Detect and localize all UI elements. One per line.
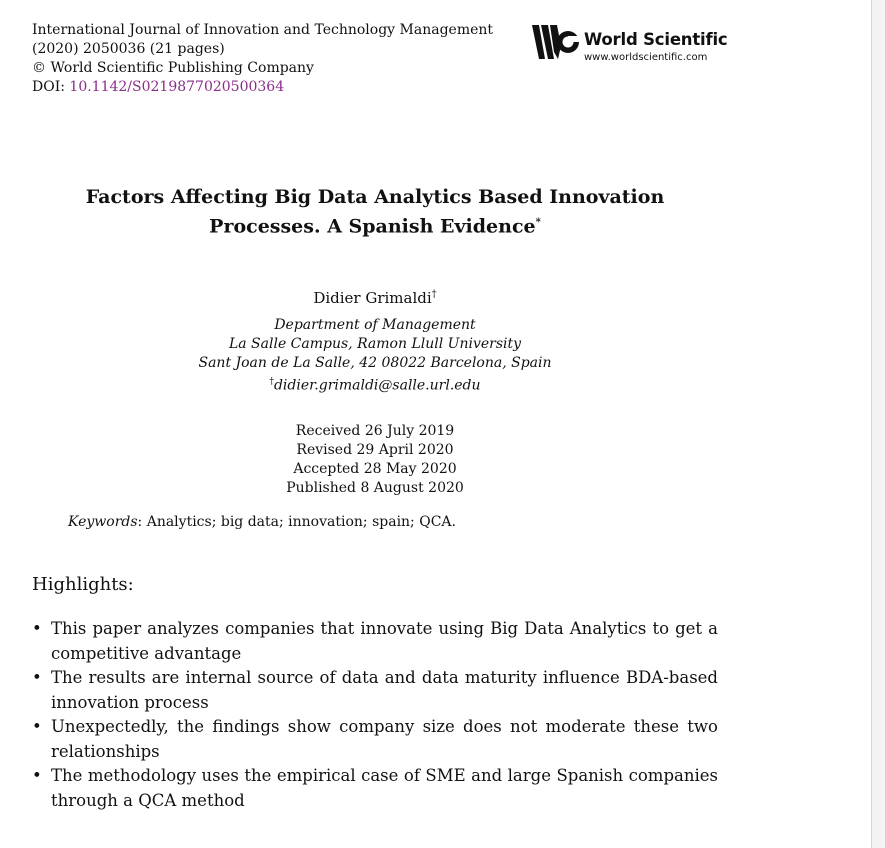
paper-title [60,184,690,239]
highlights-heading: Highlights: [32,574,134,595]
title-footnote-mark[interactable]: * [535,217,541,228]
doi-line [32,78,493,97]
highlight-item [32,764,718,813]
affiliation-campus: La Salle Campus, Ramon Llull University [228,336,522,352]
doi-label: DOI: [32,79,65,95]
author-email[interactable]: didier.grimaldi@salle.url.edu [273,377,481,394]
highlight-text: The methodology uses the empirical case of SME and large Spanish companies through a QCA method [51,766,718,810]
copyright-line: © World Scientific Publishing Company [32,60,314,76]
keywords: Keywords: Analytics; big data; innovation; spain; QCA. [68,514,456,530]
viewer-edge [871,0,885,848]
journal-name: International Journal of Innovation and Technology Management [32,22,494,38]
keywords-values: Analytics; big data; innovation; spain; QCA. [146,514,456,530]
title-line-2 [60,210,690,239]
title-line-2-text: Processes. A Spanish Evidence [209,215,536,238]
author-name: Didier Grimaldi [313,289,432,307]
publication-dates [60,422,690,498]
highlight-text: Unexpectedly, the findings show company size does not moderate these two relationships [51,717,718,761]
affiliation-address: Sant Joan de La Salle, 42 08022 Barcelona, Spain [198,355,552,371]
logo-url: www.worldscientific.com [584,52,708,63]
highlights-list [32,617,718,813]
bullet-icon: • [32,619,42,638]
bullet-icon: • [32,766,42,785]
author-mark: † [431,289,437,300]
highlight-text: This paper analyzes companies that innovate using Big Data Analytics to get a competitive advantage [51,619,718,663]
world-scientific-logo [532,22,728,66]
volume-line: (2020) 2050036 (21 pages) [32,41,225,57]
logo-name: World Scientific [584,30,728,49]
keywords-label: Keywords [68,514,138,530]
affiliation-email-line [60,373,690,396]
journal-header [32,21,493,97]
author [60,289,690,307]
date-received: Received 26 July 2019 [295,423,455,439]
email-mark: † [269,377,274,387]
date-published: Published 8 August 2020 [286,480,464,496]
highlight-item [32,617,718,666]
bullet-icon: • [32,668,42,687]
affiliation [60,316,690,396]
title-line-1: Factors Affecting Big Data Analytics Based Innovation [85,186,665,208]
bullet-icon: • [32,717,42,736]
date-revised: Revised 29 April 2020 [296,442,454,458]
highlight-text: The results are internal source of data and data maturity influence BDA-based innovation process [51,668,718,712]
world-scientific-logo-icon [532,22,582,66]
date-accepted: Accepted 28 May 2020 [293,461,457,477]
doi-link[interactable]: 10.1142/S0219877020500364 [69,79,285,95]
highlight-item [32,666,718,715]
affiliation-department: Department of Management [274,317,476,333]
highlight-item [32,715,718,764]
